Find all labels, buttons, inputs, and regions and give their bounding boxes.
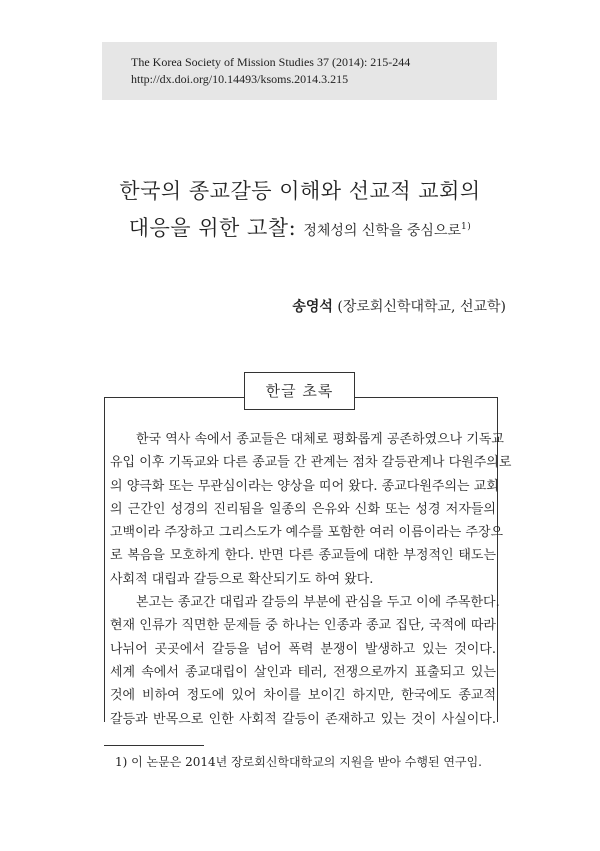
author-name: 송영석	[292, 299, 333, 315]
title-footnote-mark[interactable]: 1)	[461, 222, 472, 232]
abstract-line: 나뉘어 곳곳에서 갈등을 넘어 폭력 분쟁이 발생하고 있는 것이다.	[110, 641, 496, 657]
paper-title-main: 대응을 위한 고찰:	[128, 216, 297, 240]
abstract-line: 의 양극화 또는 무관심이라는 양상을 띠어 왔다. 종교다원주의는 교회	[110, 478, 499, 494]
paper-subtitle: 정체성의 신학을 중심으로	[303, 223, 462, 239]
abstract-line: 것에 비하여 정도에 있어 차이를 보이긴 하지만, 한국에도 종교적	[110, 688, 496, 704]
abstract-line: 한국 역사 속에서 종교들은 대체로 평화롭게 공존하였으나 기독교	[136, 432, 504, 447]
abstract-line: 갈등과 반목으로 인한 사회적 갈등이 존재하고 있는 것이 사실이다.	[110, 711, 496, 727]
footnote-text: 1) 이 논문은 2014년 장로회신학대학교의 지원을 받아 수행된 연구임.	[115, 755, 482, 769]
paper-title-line2	[0, 212, 600, 242]
journal-citation: The Korea Society of Mission Studies 37 (2014): 215-244	[131, 55, 411, 69]
abstract-line: 의 근간인 성경의 진리됨을 일종의 은유와 신화 또는 성경 저자들의	[110, 501, 496, 517]
journal-header-box	[102, 42, 497, 100]
author-affiliation: (장로회신학대학교, 선교학)	[337, 299, 506, 315]
abstract-line: 유입 이후 기독교와 다른 종교들 간 관계는 점차 갈등관계나 다원주의로	[110, 455, 512, 471]
abstract-line: 세계 속에서 종교대립이 살인과 테러, 전쟁으로까지 표출되고 있는	[110, 664, 496, 680]
abstract-line: 로 복음을 모호하게 한다. 반면 다른 종교들에 대한 부정적인 태도는	[110, 548, 496, 564]
abstract-body	[110, 428, 512, 731]
doi-link[interactable]: http://dx.doi.org/10.14493/ksoms.2014.3.215	[131, 72, 349, 86]
footnote-divider	[104, 745, 204, 746]
abstract-line: 사회적 대립과 갈등으로 확산되기도 하여 왔다.	[110, 571, 374, 587]
abstract-line: 현재 인류가 직면한 문제들 중 하나는 인종과 종교 집단, 국적에 따라	[110, 618, 496, 634]
abstract-line: 본고는 종교간 대립과 갈등의 부분에 관심을 두고 이에 주목한다.	[136, 595, 500, 611]
abstract-label: 한글 초록	[244, 372, 355, 410]
paper-title-line1: 한국의 종교갈등 이해와 선교적 교회의	[119, 179, 481, 203]
author-line	[292, 296, 506, 316]
abstract-line: 고백이라 주장하고 그리스도가 예수를 포함한 여러 이름이라는 주장으	[110, 525, 504, 541]
